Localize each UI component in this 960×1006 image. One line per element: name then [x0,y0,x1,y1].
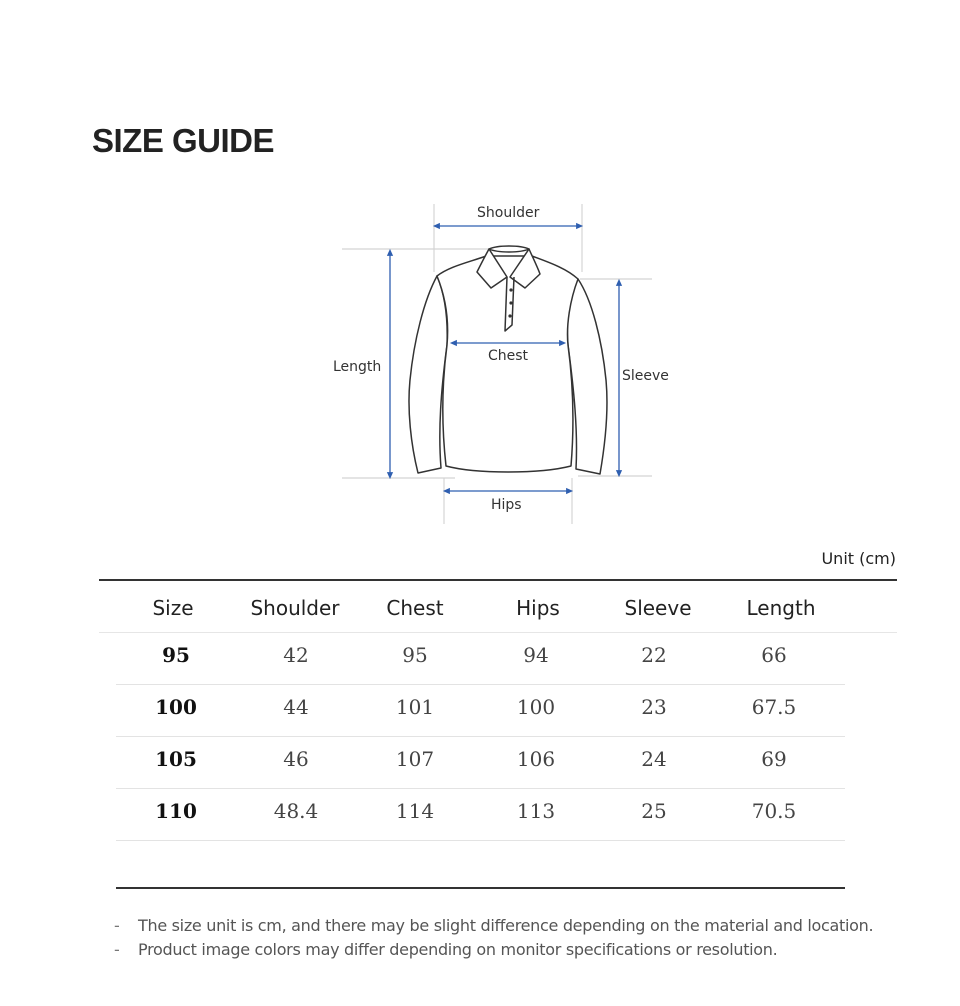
cell-hips: 100 [516,695,556,719]
cell-size: 105 [155,747,197,771]
table-header-row [0,581,960,632]
note-item [114,914,873,938]
cell-size: 95 [162,643,190,667]
cell-shoulder: 46 [283,747,309,771]
cell-sleeve: 25 [641,799,667,823]
note-item [114,938,873,962]
table-row [0,789,960,841]
note-text: Product image colors may differ depending on monitor specifications or resolution. [138,940,778,959]
cell-chest: 114 [395,799,435,823]
cell-sleeve: 22 [641,643,667,667]
table-bottom-rule [116,887,845,889]
hips-label: Hips [491,497,522,513]
note-dash: - [114,940,120,959]
cell-shoulder: 44 [283,695,309,719]
cell-length: 67.5 [751,695,797,719]
cell-length: 69 [761,747,787,771]
cell-sleeve: 24 [641,747,667,771]
cell-chest: 107 [395,747,435,771]
length-label: Length [333,359,382,375]
table-row [0,737,960,789]
header-hips: Hips [516,596,560,620]
header-size: Size [152,596,194,620]
cell-sleeve: 23 [641,695,667,719]
cell-chest: 95 [402,643,428,667]
cell-shoulder: 42 [283,643,309,667]
cell-hips: 106 [516,747,556,771]
chest-label: Chest [488,348,529,364]
cell-chest: 101 [395,695,435,719]
header-shoulder: Shoulder [250,596,340,620]
cell-size: 110 [155,799,197,823]
cell-size: 100 [155,695,197,719]
table-row [0,685,960,737]
row-divider [116,840,845,841]
sleeve-label: Sleeve [622,368,669,384]
cell-hips: 94 [523,643,549,667]
cell-length: 66 [761,643,787,667]
unit-label: Unit (cm) [821,549,896,568]
page-title: SIZE GUIDE [92,122,275,159]
cell-hips: 113 [516,799,556,823]
cell-shoulder: 48.4 [273,799,319,823]
notes-list [114,914,873,962]
note-text: The size unit is cm, and there may be slight difference depending on the material and location. [138,916,874,935]
header-sleeve: Sleeve [624,596,692,620]
table-row [0,633,960,685]
note-dash: - [114,916,120,935]
cell-length: 70.5 [751,799,797,823]
header-chest: Chest [386,596,444,620]
shoulder-label: Shoulder [477,205,540,221]
header-length: Length [746,596,816,620]
